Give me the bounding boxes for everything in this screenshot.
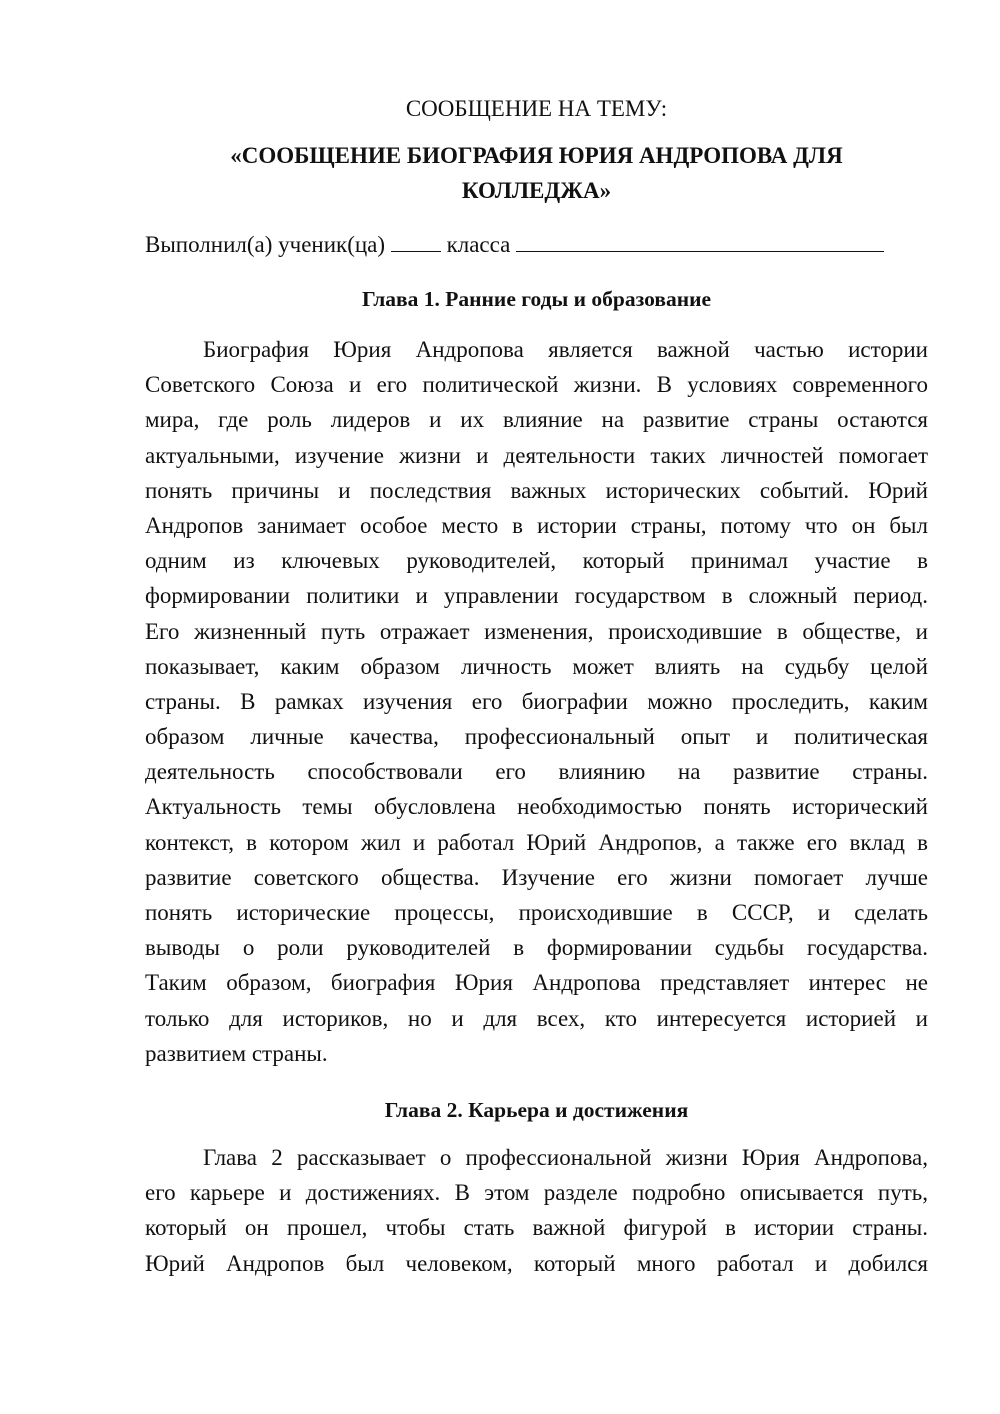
paragraph-line: образом личные качества, профессиональный опыт и политическая [145, 724, 928, 750]
paragraph-line: выводы о роли руководителей в формировании судьбы государства. [145, 935, 928, 961]
paragraph-line: мира, где роль лидеров и их влияние на развитие страны остаются [145, 407, 928, 433]
chapter-1-heading: Глава 1. Ранние годы и образование [361, 287, 712, 311]
paragraph-line: Его жизненный путь отражает изменения, происходившие в обществе, и [145, 618, 928, 644]
paragraph-line: Советского Союза и его политической жизни. В условиях современного [145, 372, 928, 398]
paragraph-line: понять исторические процессы, происходившие в СССР, и сделать [145, 900, 928, 925]
student-name-blank [516, 231, 884, 252]
topic-label: СООБЩЕНИЕ НА ТЕМУ: [405, 96, 668, 121]
paragraph-line: Актуальность темы обусловлена необходимостью понять исторический [145, 794, 928, 820]
paragraph-line: страны. В рамках изучения его биографии можно проследить, каким [145, 688, 928, 714]
document-title-line-2: КОЛЛЕДЖА» [461, 178, 612, 203]
grade-blank [391, 231, 441, 252]
paragraph-line: только для историков, но и для всех, кто интересуется историей и [145, 1005, 928, 1031]
paragraph-line: актуальными, изучение жизни и деятельности таких личностей помогает [145, 442, 928, 468]
paragraph-line: контекст, в котором жил и работал Юрий Андропов, а также его вклад в [145, 829, 928, 855]
document-title [145, 138, 928, 208]
document-title-line-1: «СООБЩЕНИЕ БИОГРАФИЯ ЮРИЯ АНДРОПОВА ДЛЯ [230, 143, 843, 168]
paragraph-line: понять причины и последствия важных исторических событий. Юрий [145, 477, 928, 503]
paragraph-line: развитие советского общества. Изучение его жизни помогает лучше [145, 864, 928, 890]
paragraph-line: одним из ключевых руководителей, который принимал участие в [145, 548, 928, 574]
paragraph-line: Глава 2 рассказывает о профессиональной жизни Юрия Андропова, [203, 1144, 928, 1170]
chapter-2-heading: Глава 2. Карьера и достижения [384, 1097, 689, 1122]
performed-by-label: Выполнил(а) ученик(ца) [145, 232, 386, 257]
author-line [145, 228, 928, 262]
paragraph-line: Биография Юрия Андропова является важной частью истории [203, 337, 928, 362]
chapter-2-paragraph [145, 1140, 928, 1281]
paragraph-line: Юрий Андропов был человеком, который много работал и добился [145, 1250, 928, 1276]
class-label: класса [446, 232, 511, 257]
paragraph-line: показывает, каким образом личность может влиять на судьбу целой [145, 653, 928, 679]
paragraph-line: который он прошел, чтобы стать важной фигурой в истории страны. [145, 1215, 928, 1241]
paragraph-line: развитием страны. [145, 1040, 328, 1066]
document-page [145, 92, 928, 1281]
paragraph-line: формировании политики и управлении государством в сложный период. [145, 583, 928, 609]
paragraph-line: его карьере и достижениях. В этом разделе подробно описывается путь, [145, 1180, 928, 1206]
paragraph-line: Таким образом, биография Юрия Андропова представляет интерес не [145, 970, 928, 996]
chapter-1-paragraph [145, 332, 928, 1071]
paragraph-line: Андропов занимает особое место в истории страны, потому что он был [145, 512, 928, 538]
paragraph-line: деятельность способствовали его влиянию на развитие страны. [145, 759, 928, 785]
